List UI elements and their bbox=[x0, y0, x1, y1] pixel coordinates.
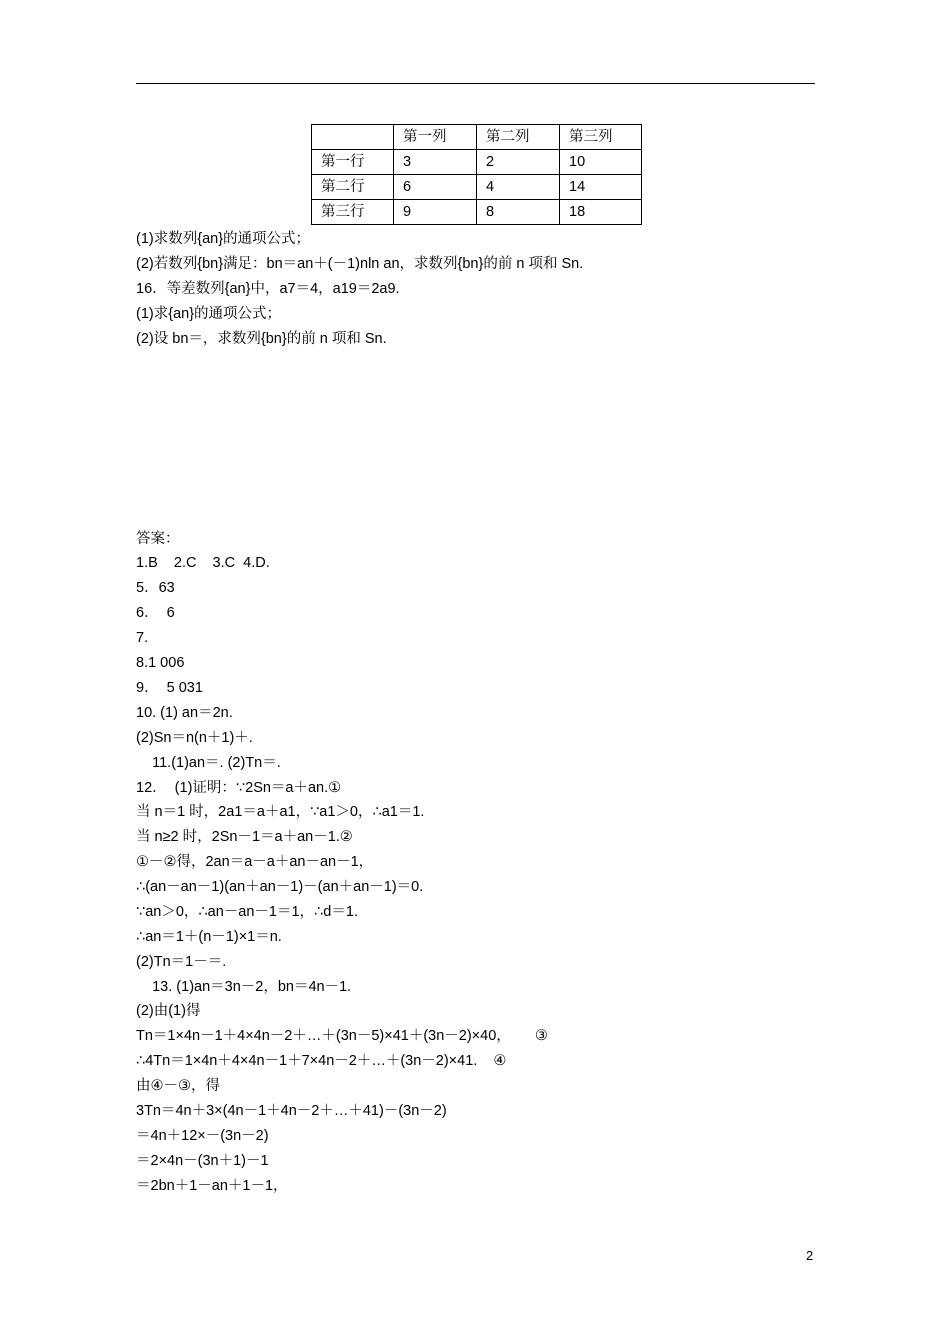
table-cell: 2 bbox=[477, 150, 560, 175]
answer-line: ＝2×4n－(3n＋1)－1 bbox=[136, 1153, 269, 1169]
answer-line: 当 n≥2 时，2Sn－1＝a＋an－1.② bbox=[136, 829, 353, 845]
table-cell: 18 bbox=[560, 200, 642, 225]
problem-line: (1)求数列{an}的通项公式； bbox=[136, 231, 311, 247]
table-cell: 第一列 bbox=[394, 125, 477, 150]
table-cell: 8 bbox=[477, 200, 560, 225]
answer-line: 6． 6 bbox=[136, 605, 175, 621]
table-cell: 10 bbox=[560, 150, 642, 175]
answer-line: 7. bbox=[136, 630, 149, 646]
table-row bbox=[312, 150, 642, 175]
answer-line: ∵an＞0，∴an－an－1＝1，∴d＝1. bbox=[136, 904, 358, 920]
answer-line: ＝2bn＋1－an＋1－1， bbox=[136, 1178, 288, 1194]
answer-line: 12． (1)证明：∵2Sn＝a＋an.① bbox=[136, 780, 342, 796]
answer-line: ①－②得，2an＝a－a＋an－an－1， bbox=[136, 854, 374, 870]
table-cell: 第二行 bbox=[312, 175, 394, 200]
table-cell: 4 bbox=[477, 175, 560, 200]
answer-line: ＝4n＋12×－(3n－2) bbox=[136, 1128, 269, 1144]
answer-line: 11.(1)an＝. (2)Tn＝. bbox=[136, 755, 281, 771]
answers-heading: 答案： bbox=[136, 531, 180, 547]
problem-line: (1)求{an}的通项公式； bbox=[136, 306, 282, 322]
answer-line: 1.B 2.C 3.C 4.D. bbox=[136, 555, 270, 571]
problem-line: 16．等差数列{an}中，a7＝4，a19＝2a9. bbox=[136, 281, 400, 297]
problem-line: (2)设 bn＝，求数列{bn}的前 n 项和 Sn. bbox=[136, 331, 387, 347]
answer-line: 由④－③，得 bbox=[136, 1078, 220, 1094]
answer-line: (2)Tn＝1－＝. bbox=[136, 954, 227, 970]
table-cell: 第二列 bbox=[477, 125, 560, 150]
answer-line: ∴4Tn＝1×4n＋4×4n－1＋7×4n－2＋…＋(3n－2)×41. ④ bbox=[136, 1053, 507, 1069]
answer-line: 5．63 bbox=[136, 580, 175, 596]
answer-line: 13. (1)an＝3n－2，bn＝4n－1. bbox=[136, 979, 352, 995]
page-number: 2 bbox=[806, 1248, 814, 1263]
answer-line: 10. (1) an＝2n. bbox=[136, 705, 233, 721]
table-cell: 14 bbox=[560, 175, 642, 200]
table-cell: 第三列 bbox=[560, 125, 642, 150]
table-header-row bbox=[312, 125, 642, 150]
table-cell: 9 bbox=[394, 200, 477, 225]
answer-line: (2)Sn＝n(n＋1)＋. bbox=[136, 730, 253, 746]
header-rule bbox=[136, 83, 815, 84]
answer-line: (2)由(1)得 bbox=[136, 1003, 201, 1019]
table-cell: 6 bbox=[394, 175, 477, 200]
table-cell bbox=[312, 125, 394, 150]
table-cell: 3 bbox=[394, 150, 477, 175]
data-table bbox=[311, 124, 642, 225]
answer-line: Tn＝1×4n－1＋4×4n－2＋…＋(3n－5)×41＋(3n－2)×40， ③ bbox=[136, 1028, 548, 1044]
answer-line: ∴(an－an－1)(an＋an－1)－(an＋an－1)＝0. bbox=[136, 879, 424, 895]
answer-line: 8.1 006 bbox=[136, 655, 185, 671]
answer-line: 3Tn＝4n＋3×(4n－1＋4n－2＋…＋41)－(3n－2) bbox=[136, 1103, 447, 1119]
answer-line: 9． 5 031 bbox=[136, 680, 203, 696]
problem-line: (2)若数列{bn}满足：bn＝an＋(－1)nln an，求数列{bn}的前 n 项和 Sn. bbox=[136, 256, 584, 272]
answer-line: 当 n＝1 时，2a1＝a＋a1，∵a1＞0，∴a1＝1. bbox=[136, 804, 425, 820]
answer-line: ∴an＝1＋(n－1)×1＝n. bbox=[136, 929, 282, 945]
table-row bbox=[312, 200, 642, 225]
table-row bbox=[312, 175, 642, 200]
table-cell: 第一行 bbox=[312, 150, 394, 175]
table-cell: 第三行 bbox=[312, 200, 394, 225]
